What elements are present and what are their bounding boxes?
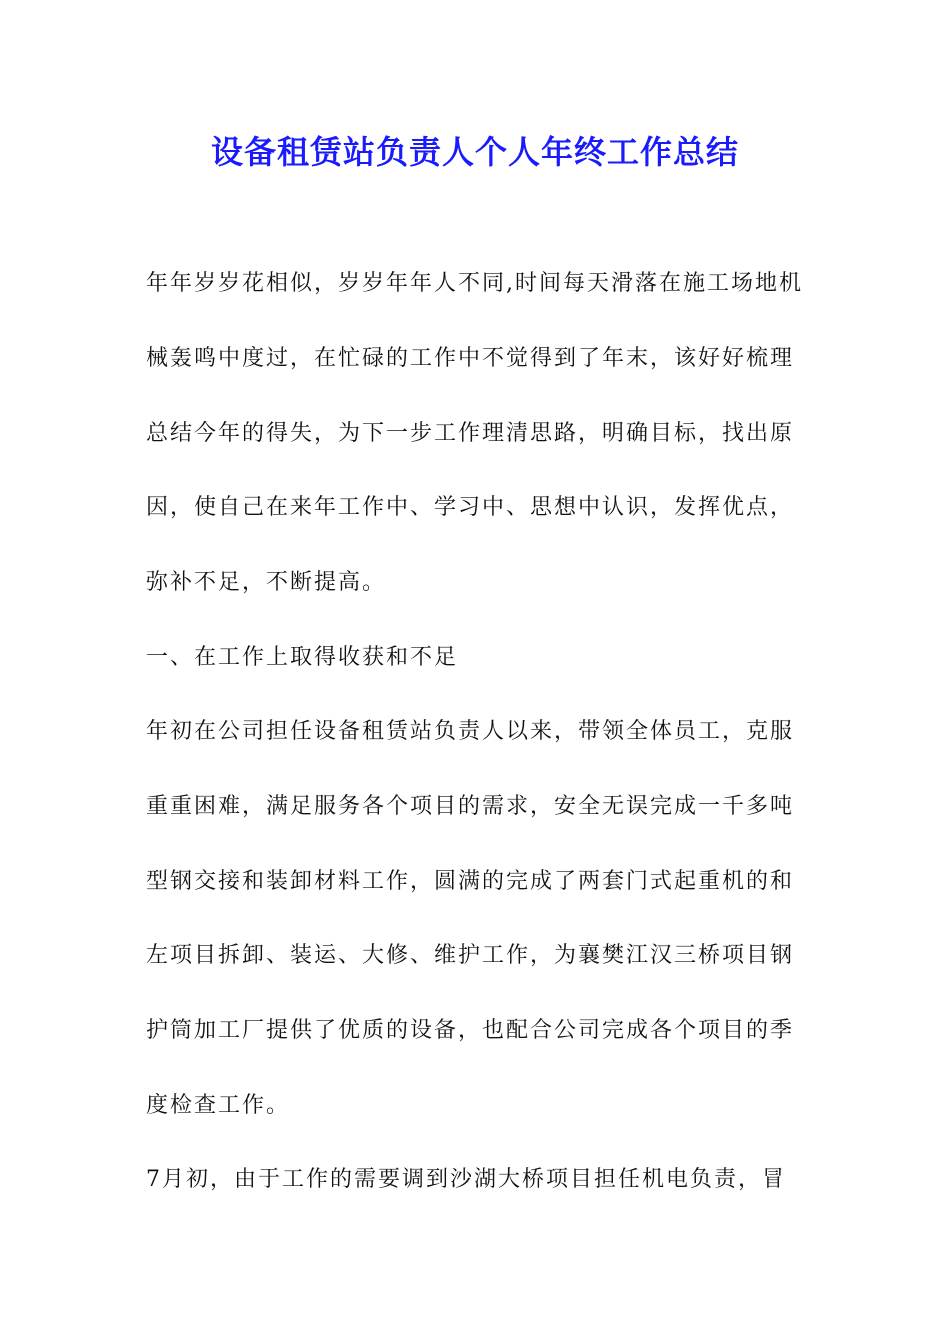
paragraph-line: 年初在公司担任设备租赁站负责人以来，带领全体员工，克服 (146, 719, 795, 744)
paragraph-line: 护筒加工厂提供了优质的设备，也配合公司完成各个项目的季 (146, 1018, 795, 1043)
paragraph-line: 因，使自己在来年工作中、学习中、思想中认识，发挥优点， (146, 495, 795, 520)
document-title: 设备租赁站负责人个人年终工作总结 (210, 133, 739, 171)
paragraph-line: 年年岁岁花相似，岁岁年年人不同,时间每天滑落在施工场地机 (146, 271, 803, 296)
paragraph-line: 总结今年的得失，为下一步工作理清思路，明确目标，找出原 (146, 421, 795, 446)
paragraph-line: 械轰鸣中度过，在忙碌的工作中不觉得到了年末，该好好梳理 (146, 346, 795, 371)
paragraph-line: 左项目拆卸、装运、大修、维护工作，为襄樊江汉三桥项目钢 (146, 943, 795, 968)
paragraph-line: 7月初，由于工作的需要调到沙湖大桥项目担任机电负责，冒 (146, 1167, 786, 1192)
section-heading: 一、在工作上取得收获和不足 (146, 645, 459, 670)
paragraph-line: 重重困难，满足服务各个项目的需求，安全无误完成一千多吨 (146, 794, 795, 819)
paragraph-line: 弥补不足，不断提高。 (146, 570, 387, 595)
paragraph-line: 型钢交接和装卸材料工作，圆满的完成了两套门式起重机的和 (146, 869, 795, 894)
paragraph-line: 度检查工作。 (146, 1093, 291, 1118)
